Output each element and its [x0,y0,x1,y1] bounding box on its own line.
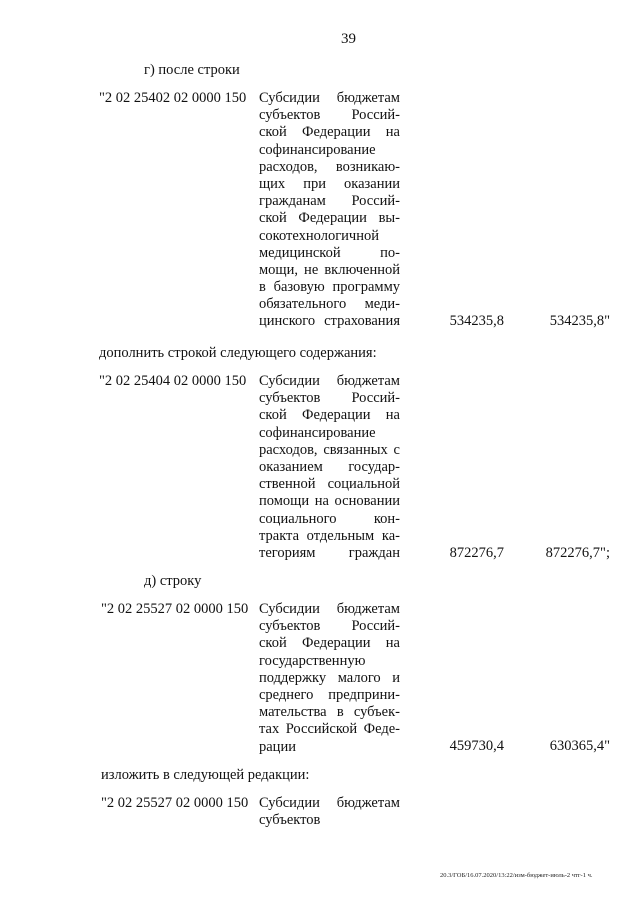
entry-description [259,601,400,756]
description-line: среднего предприни- [259,686,400,703]
description-line: сокотехнологичной [259,227,379,244]
entry-code: "2 02 25402 02 0000 150 [99,90,247,106]
page-number: 39 [341,31,356,47]
description-line: в базовую программу [259,279,400,296]
entry-value-2: 872276,7"; [545,545,610,561]
description-line: расходов, возникаю- [259,158,400,175]
entry-value-1: 872276,7 [449,545,504,561]
instruction-g: г) после строки [144,62,240,78]
entry-code: "2 02 25527 02 0000 150 [101,795,249,811]
description-line: тегориям граждан [259,544,400,561]
description-line: помощи на основании [259,493,400,510]
description-line: медицинской по- [259,244,400,261]
description-line: гражданам Россий- [259,193,400,210]
entry-code: "2 02 25404 02 0000 150 [99,373,247,389]
description-line: субъектов [259,812,321,829]
description-line: Субсидии бюджетам [259,90,400,106]
description-line: оказанием государ- [259,458,400,475]
description-line: софинансирование [259,141,376,158]
instruction-add: дополнить строкой следующего содержания: [99,345,377,361]
entry-value-1: 534235,8 [449,313,504,329]
description-line: рации [259,738,296,755]
description-line: субъектов Россий- [259,618,400,635]
description-line: поддержку малого и [259,669,400,686]
description-line: социального кон- [259,510,400,527]
entry-description [259,90,400,331]
entry-value-2: 630365,4" [549,738,610,754]
description-line: ской Федерации на [259,124,400,141]
entry-value-2: 534235,8" [549,313,610,329]
entry-description [259,373,400,562]
description-line: ственной социальной [259,476,400,493]
description-line: государственную [259,652,366,669]
description-line: Субсидии бюджетам [259,373,400,389]
footer-filename: 20.3/ГОБ/16.07.2020/13:22/изм-бюджет-июль-2 чтг-1 ч. [440,872,593,879]
entry-code: "2 02 25527 02 0000 150 [101,601,249,617]
entry-value-1: 459730,4 [449,738,504,754]
description-line: ской Федерации на [259,407,400,424]
description-line: тах Российской Феде- [259,721,400,738]
entry-description [259,795,400,829]
description-line: Субсидии бюджетам [259,795,400,811]
description-line: тракта отдельным ка- [259,527,400,544]
description-line: цинского страхования [259,313,400,330]
description-line: Субсидии бюджетам [259,601,400,617]
description-line: ской Федерации вы- [259,210,400,227]
description-line: щих при оказании [259,175,400,192]
instruction-state: изложить в следующей редакции: [101,767,310,783]
description-line: мательства в субъек- [259,704,400,721]
description-line: субъектов Россий- [259,107,400,124]
description-line: мощи, не включенной [259,261,400,278]
description-line: субъектов Россий- [259,390,400,407]
description-line: обязательного меди- [259,296,400,313]
description-line: ской Федерации на [259,635,400,652]
description-line: софинансирование [259,424,376,441]
description-line: расходов, связанных с [259,441,400,458]
instruction-d: д) строку [144,573,202,589]
